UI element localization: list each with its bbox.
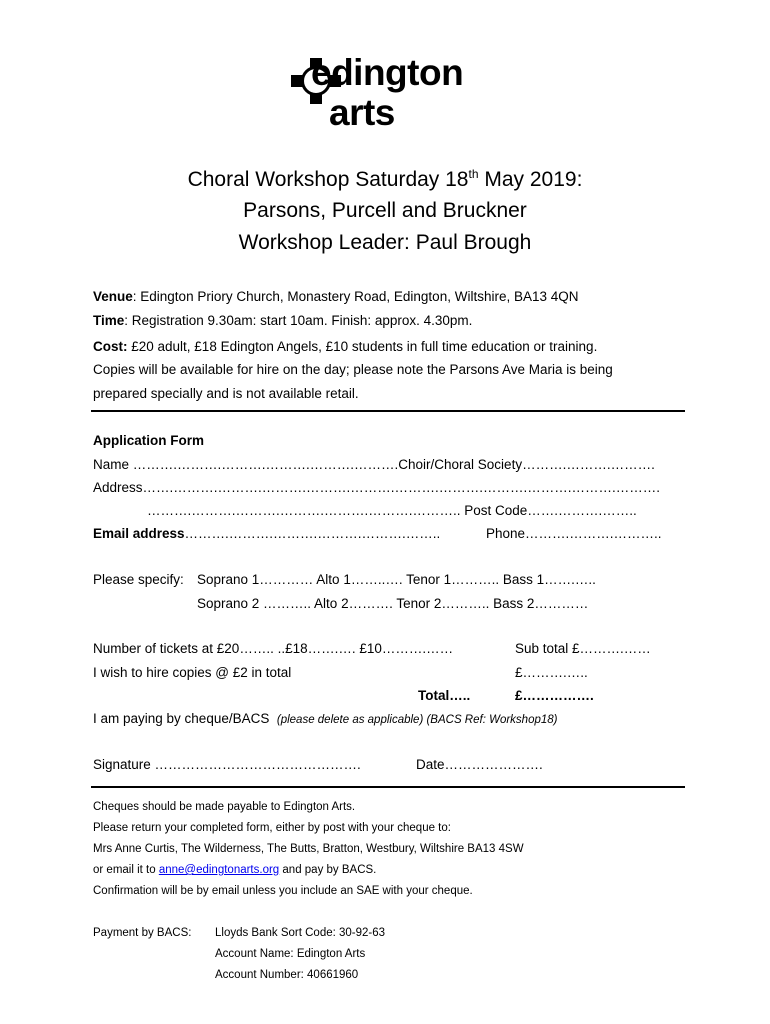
title-superscript: th: [468, 167, 479, 181]
divider-top: [91, 410, 685, 412]
subtotal-field[interactable]: Sub total £……….……: [515, 641, 651, 656]
return-note: Please return your completed form, either by post with your cheque to:: [93, 822, 451, 834]
account-number: Account Number: 40661960: [215, 969, 359, 981]
cheques-note: Cheques should be made payable to Edington Arts.: [93, 801, 356, 813]
divider-bottom: [91, 786, 685, 788]
address-field-line-2[interactable]: ……….……….……….……….……….……….……….. Post Code…….……….……..: [147, 503, 637, 518]
venue-line: Venue: Edington Priory Church, Monastery Road, Edington, Wiltshire, BA13 4QN: [93, 289, 579, 304]
bank-sort-code: Lloyds Bank Sort Code: 30-92-63: [215, 927, 386, 939]
copies-line-1: Copies will be available for hire on the day; please note the Parsons Ave Maria is being: [93, 362, 613, 377]
time-line: Time: Registration 9.30am: start 10am. Finish: approx. 4.30pm.: [93, 313, 473, 328]
account-name: Account Name: Edington Arts: [215, 948, 366, 960]
application-form-heading: Application Form: [93, 433, 204, 448]
tickets-field[interactable]: Number of tickets at £20…….. ..£18…….…. £10……….……: [93, 641, 454, 656]
cost-line: Cost: £20 adult, £18 Edington Angels, £10 students in full time education or training.: [93, 339, 598, 354]
total-amount-field[interactable]: £…………….: [515, 688, 594, 703]
bacs-label: Payment by BACS:: [93, 927, 192, 939]
payment-method-line: I am paying by cheque/BACS (please delete as applicable) (BACS Ref: Workshop18): [93, 711, 558, 726]
page-title-line-2: Parsons, Purcell and Bruckner: [243, 199, 527, 222]
page-title-line-3: Workshop Leader: Paul Brough: [238, 231, 532, 254]
date-field[interactable]: Date………………….: [416, 757, 543, 772]
postal-address: Mrs Anne Curtis, The Wilderness, The Butts, Bratton, Westbury, Wiltshire BA13 4SW: [93, 843, 524, 855]
voice-row-2[interactable]: Soprano 2 ……….. Alto 2………. Tenor 2……….. Bass 2…………: [197, 596, 589, 611]
email-link[interactable]: anne@edingtonarts.org: [158, 864, 280, 876]
signature-field[interactable]: Signature ……………………………………….: [93, 757, 361, 772]
address-field-line-1[interactable]: Address…….……….……….……….……….……….……….……….……….……….……….……….: [93, 480, 661, 495]
copies-line-2: prepared specially and is not available retail.: [93, 386, 359, 401]
logo-line-1: edington: [311, 52, 464, 93]
email-note: or email it to anne@edingtonarts.org and pay by BACS.: [93, 864, 377, 876]
edington-arts-logo: [291, 52, 491, 133]
logo-line-2: arts: [329, 92, 395, 133]
name-field[interactable]: Name ……….……….……….……….……….……….Choir/Choral Society……….……….……….: [93, 457, 655, 472]
confirmation-note: Confirmation will be by email unless you include an SAE with your cheque.: [93, 885, 473, 897]
voice-specify-label: Please specify:: [93, 572, 184, 587]
phone-field[interactable]: Phone……….……….………..: [486, 526, 662, 541]
voice-row-1[interactable]: Soprano 1………… Alto 1……..…. Tenor 1……….. Bass 1…….…..: [197, 572, 596, 587]
page-title-line-1: Choral Workshop Saturday 18th May 2019:: [187, 167, 583, 191]
hire-copies-label: I wish to hire copies @ £2 in total: [93, 665, 292, 680]
hire-amount-field[interactable]: £……….…..: [515, 665, 588, 680]
total-label: Total…..: [418, 688, 471, 703]
email-field[interactable]: Email address……….……….……….……….……….……..: [93, 526, 441, 541]
